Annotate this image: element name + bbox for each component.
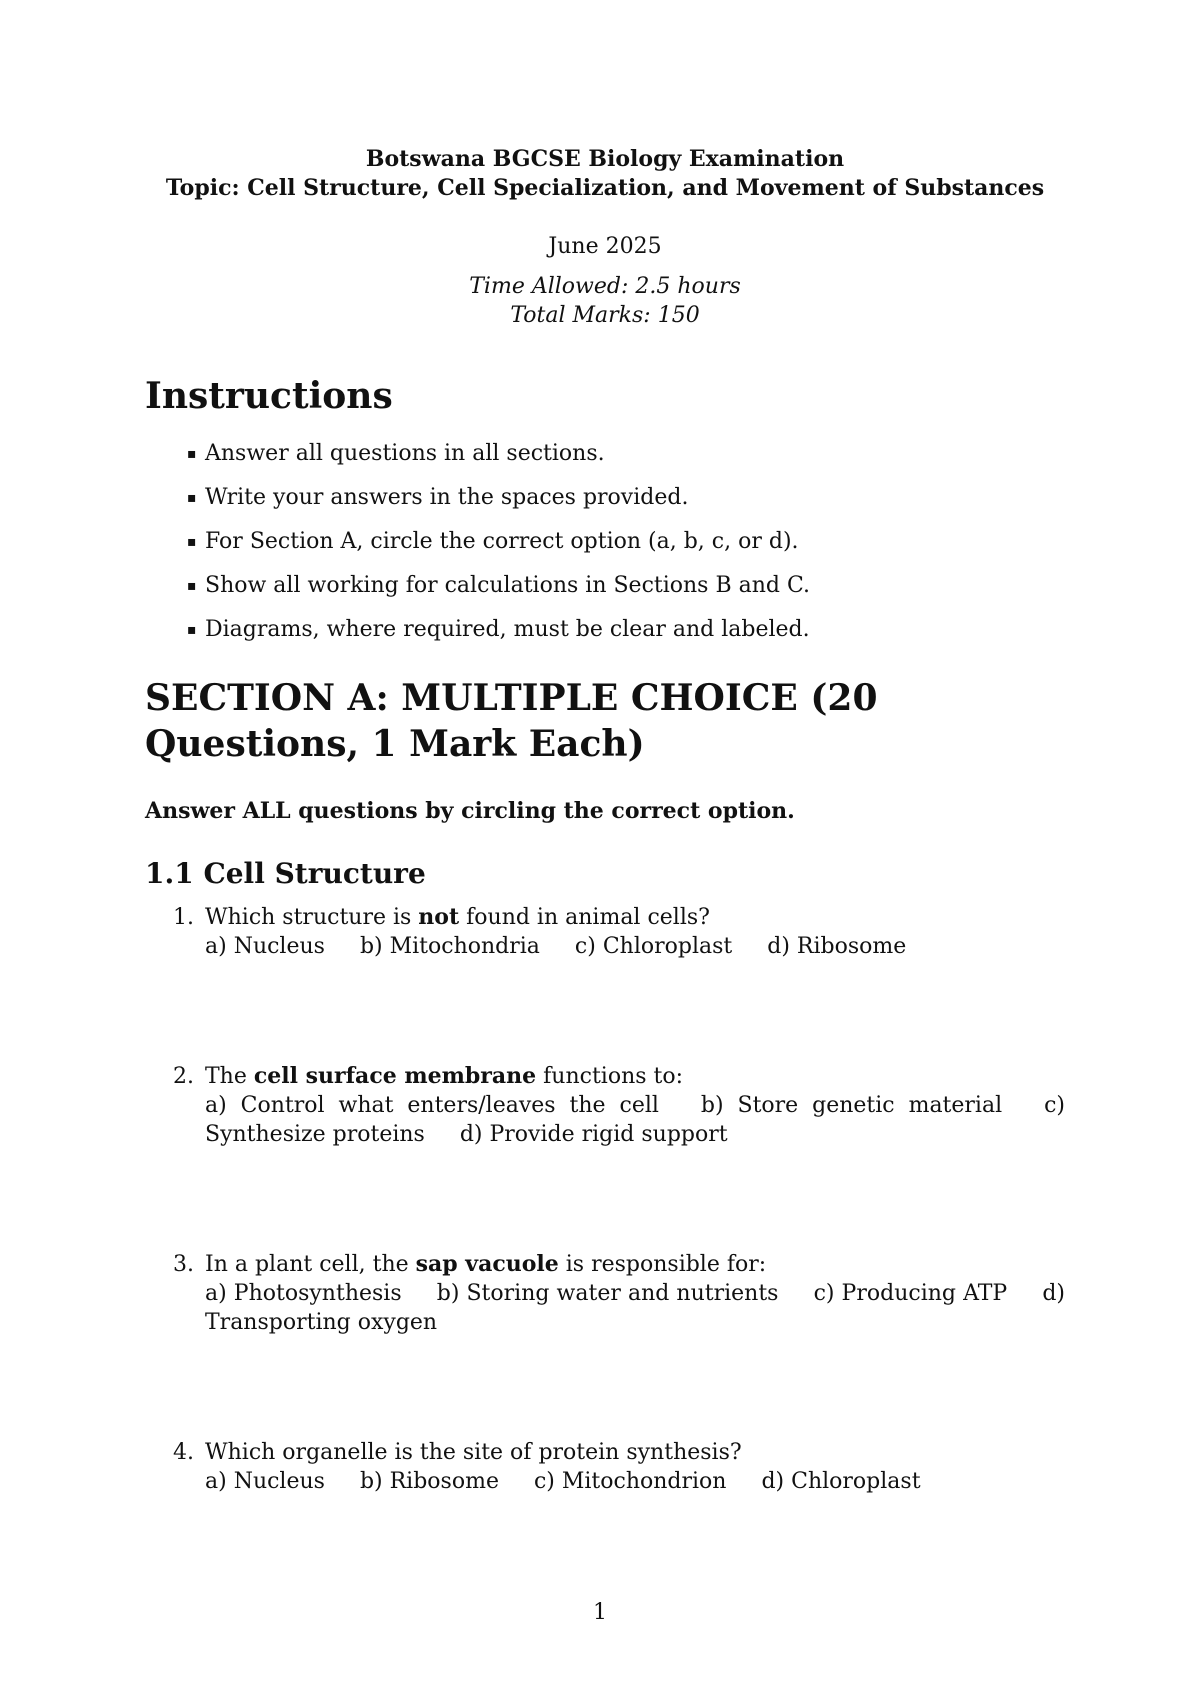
instructions-list bbox=[145, 439, 1065, 645]
option-c[interactable]: c) Producing ATP bbox=[813, 1281, 1008, 1306]
option-b[interactable]: b) Storing water and nutrients bbox=[436, 1281, 779, 1306]
question-text: Which organelle is the site of protein synthesis? bbox=[205, 1440, 742, 1465]
instruction-item bbox=[145, 483, 1065, 513]
bullet-icon: ▪ bbox=[187, 446, 197, 462]
time-allowed: Time Allowed: 2.5 hours bbox=[469, 274, 741, 299]
exam-header bbox=[145, 145, 1065, 330]
option-b[interactable]: b) Ribosome bbox=[359, 1469, 499, 1494]
option-b[interactable]: b) Store genetic material bbox=[700, 1093, 1003, 1118]
section-a-note: Answer ALL questions by circling the correct option. bbox=[145, 798, 795, 824]
option-c[interactable]: c) Mitochondrion bbox=[533, 1469, 727, 1494]
question-stem bbox=[205, 1438, 1065, 1467]
option-a[interactable]: a) Control what enters/leaves the cell bbox=[205, 1093, 659, 1118]
question-item bbox=[145, 1250, 1065, 1337]
instruction-text: Diagrams, where required, must be clear and labeled. bbox=[205, 617, 810, 642]
question-options bbox=[205, 1091, 1065, 1149]
question-emphasis: sap vacuole bbox=[415, 1251, 559, 1277]
page-number: 1 bbox=[593, 1600, 607, 1625]
question-text: In a plant cell, the bbox=[205, 1252, 416, 1277]
instructions-heading: Instructions bbox=[145, 375, 393, 417]
subsection-heading: 1.1 Cell Structure bbox=[145, 857, 426, 890]
option-c[interactable]: c) Chloroplast bbox=[574, 934, 733, 959]
question-text: functions to: bbox=[536, 1064, 684, 1089]
question-emphasis: cell surface membrane bbox=[253, 1063, 537, 1089]
question-item bbox=[145, 1438, 1065, 1496]
instruction-item bbox=[145, 527, 1065, 557]
option-b[interactable]: b) Mitochondria bbox=[359, 934, 540, 959]
option-d[interactable]: d) Ribosome bbox=[767, 934, 907, 959]
bullet-icon: ▪ bbox=[187, 578, 197, 594]
bullet-icon: ▪ bbox=[187, 490, 197, 506]
question-stem bbox=[205, 1062, 1065, 1091]
question-stem bbox=[205, 1250, 1065, 1279]
option-c[interactable]: c) Synthesize proteins bbox=[205, 1093, 1065, 1147]
instruction-item bbox=[145, 571, 1065, 601]
option-a[interactable]: a) Photosynthesis bbox=[205, 1281, 402, 1306]
option-d[interactable]: d) Transporting oxygen bbox=[205, 1281, 1065, 1335]
question-options bbox=[205, 932, 1065, 961]
question-text: is responsible for: bbox=[558, 1252, 767, 1277]
exam-title: Botswana BGCSE Biology Examination bbox=[365, 146, 845, 172]
option-d[interactable]: d) Provide rigid support bbox=[459, 1122, 728, 1147]
question-text: The bbox=[205, 1064, 254, 1089]
instruction-text: Write your answers in the spaces provided. bbox=[205, 485, 689, 510]
instruction-item bbox=[145, 615, 1065, 645]
question-options bbox=[205, 1279, 1065, 1337]
section-a-heading: SECTION A: MULTIPLE CHOICE (20 Questions, 1 Mark Each) bbox=[145, 677, 878, 765]
bullet-icon: ▪ bbox=[187, 534, 197, 550]
question-number: 2. bbox=[173, 1064, 194, 1089]
exam-topic: Topic: Cell Structure, Cell Specialization, and Movement of Substances bbox=[165, 175, 1045, 201]
question-options bbox=[205, 1467, 1065, 1496]
total-marks: Total Marks: 150 bbox=[510, 303, 700, 328]
question-text: Which structure is bbox=[205, 905, 419, 930]
option-d[interactable]: d) Chloroplast bbox=[761, 1469, 921, 1494]
instruction-text: Show all working for calculations in Sections B and C. bbox=[205, 573, 811, 598]
question-number: 1. bbox=[173, 905, 194, 930]
question-stem bbox=[205, 903, 1065, 932]
question-emphasis: not bbox=[418, 904, 460, 930]
question-number: 4. bbox=[173, 1440, 194, 1465]
question-item bbox=[145, 903, 1065, 961]
page-content bbox=[145, 145, 1065, 1496]
exam-date: June 2025 bbox=[548, 234, 662, 259]
option-a[interactable]: a) Nucleus bbox=[205, 1469, 325, 1494]
question-list bbox=[145, 903, 1065, 1496]
option-a[interactable]: a) Nucleus bbox=[205, 934, 325, 959]
question-text: found in animal cells? bbox=[459, 905, 710, 930]
bullet-icon: ▪ bbox=[187, 622, 197, 638]
instruction-item bbox=[145, 439, 1065, 469]
instruction-text: Answer all questions in all sections. bbox=[205, 441, 605, 466]
instruction-text: For Section A, circle the correct option (a, b, c, or d). bbox=[205, 529, 799, 554]
question-number: 3. bbox=[173, 1252, 194, 1277]
question-item bbox=[145, 1062, 1065, 1149]
